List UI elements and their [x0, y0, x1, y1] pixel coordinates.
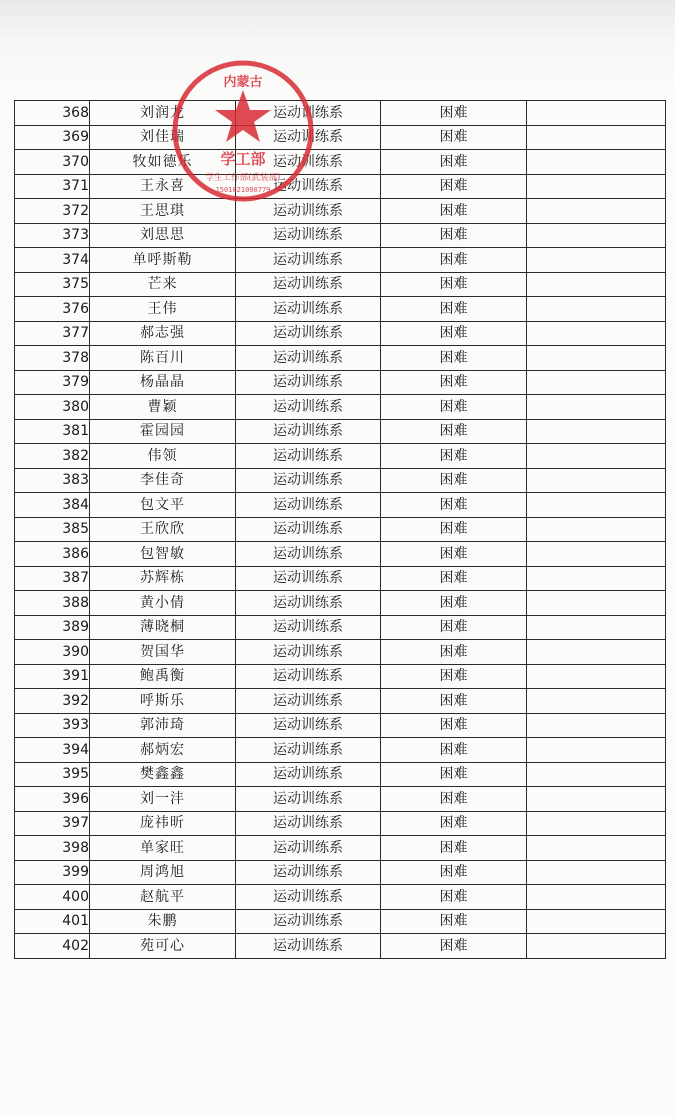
student-name: 周鸿旭 [90, 860, 236, 885]
table-row [15, 101, 666, 126]
table-row [15, 346, 666, 371]
row-number: 401 [15, 909, 90, 934]
table-row [15, 125, 666, 150]
student-name: 赵航平 [90, 885, 236, 910]
note [527, 885, 666, 910]
row-number: 375 [15, 272, 90, 297]
note [527, 370, 666, 395]
department: 运动训练系 [236, 419, 381, 444]
status: 困难 [381, 934, 527, 959]
note [527, 395, 666, 420]
note [527, 101, 666, 126]
student-name: 芒来 [90, 272, 236, 297]
department: 运动训练系 [236, 248, 381, 273]
student-name: 杨晶晶 [90, 370, 236, 395]
department: 运动训练系 [236, 370, 381, 395]
note [527, 713, 666, 738]
status: 困难 [381, 738, 527, 763]
table-row [15, 174, 666, 199]
department: 运动训练系 [236, 321, 381, 346]
note [527, 248, 666, 273]
note [527, 542, 666, 567]
row-number: 400 [15, 885, 90, 910]
table-row [15, 542, 666, 567]
note [527, 223, 666, 248]
note [527, 517, 666, 542]
student-name: 王伟 [90, 297, 236, 322]
row-number: 397 [15, 811, 90, 836]
table-row [15, 591, 666, 616]
table-row [15, 787, 666, 812]
status: 困难 [381, 836, 527, 861]
note [527, 566, 666, 591]
student-name: 朱鹏 [90, 909, 236, 934]
status: 困难 [381, 174, 527, 199]
note [527, 150, 666, 175]
note [527, 321, 666, 346]
note [527, 125, 666, 150]
row-number: 368 [15, 101, 90, 126]
note [527, 615, 666, 640]
department: 运动训练系 [236, 566, 381, 591]
department: 运动训练系 [236, 591, 381, 616]
table-row [15, 272, 666, 297]
row-number: 384 [15, 493, 90, 518]
student-name: 单呼斯勒 [90, 248, 236, 273]
status: 困难 [381, 468, 527, 493]
table-row [15, 517, 666, 542]
row-number: 372 [15, 199, 90, 224]
student-name: 郝炳宏 [90, 738, 236, 763]
department: 运动训练系 [236, 836, 381, 861]
status: 困难 [381, 689, 527, 714]
note [527, 934, 666, 959]
row-number: 402 [15, 934, 90, 959]
table-row [15, 297, 666, 322]
department: 运动训练系 [236, 174, 381, 199]
department: 运动训练系 [236, 517, 381, 542]
student-name: 王思琪 [90, 199, 236, 224]
department: 运动训练系 [236, 125, 381, 150]
table-row [15, 566, 666, 591]
student-name: 伟领 [90, 444, 236, 469]
student-name: 包文平 [90, 493, 236, 518]
status: 困难 [381, 517, 527, 542]
row-number: 391 [15, 664, 90, 689]
note [527, 468, 666, 493]
department: 运动训练系 [236, 493, 381, 518]
department: 运动训练系 [236, 395, 381, 420]
table-row [15, 419, 666, 444]
row-number: 396 [15, 787, 90, 812]
department: 运动训练系 [236, 615, 381, 640]
row-number: 398 [15, 836, 90, 861]
status: 困难 [381, 762, 527, 787]
table-body [15, 101, 666, 959]
status: 困难 [381, 297, 527, 322]
status: 困难 [381, 713, 527, 738]
table-row [15, 689, 666, 714]
student-name: 刘思思 [90, 223, 236, 248]
status: 困难 [381, 615, 527, 640]
department: 运动训练系 [236, 297, 381, 322]
note [527, 860, 666, 885]
student-name: 刘佳瑞 [90, 125, 236, 150]
student-name: 贺国华 [90, 640, 236, 665]
student-name: 鲍禹衡 [90, 664, 236, 689]
table-row [15, 444, 666, 469]
department: 运动训练系 [236, 885, 381, 910]
student-name: 李佳奇 [90, 468, 236, 493]
department: 运动训练系 [236, 689, 381, 714]
student-name: 呼斯乐 [90, 689, 236, 714]
table-row [15, 248, 666, 273]
student-name: 郭沛琦 [90, 713, 236, 738]
row-number: 392 [15, 689, 90, 714]
status: 困难 [381, 321, 527, 346]
student-name: 曹颖 [90, 395, 236, 420]
department: 运动训练系 [236, 762, 381, 787]
student-name: 庞祎昕 [90, 811, 236, 836]
row-number: 369 [15, 125, 90, 150]
student-name: 陈百川 [90, 346, 236, 371]
seal-mid-text: 学工部 [220, 150, 266, 168]
table-row [15, 468, 666, 493]
table-row [15, 150, 666, 175]
row-number: 385 [15, 517, 90, 542]
student-name: 霍园园 [90, 419, 236, 444]
status: 困难 [381, 419, 527, 444]
note [527, 738, 666, 763]
note [527, 419, 666, 444]
department: 运动训练系 [236, 934, 381, 959]
row-number: 383 [15, 468, 90, 493]
note [527, 640, 666, 665]
note [527, 689, 666, 714]
student-name: 王永喜 [90, 174, 236, 199]
status: 困难 [381, 248, 527, 273]
status: 困难 [381, 370, 527, 395]
note [527, 346, 666, 371]
table-row [15, 811, 666, 836]
student-name: 苏辉栋 [90, 566, 236, 591]
table-row [15, 664, 666, 689]
status: 困难 [381, 591, 527, 616]
table-row [15, 738, 666, 763]
department: 运动训练系 [236, 468, 381, 493]
table-row [15, 615, 666, 640]
student-name: 薄晓桐 [90, 615, 236, 640]
status: 困难 [381, 885, 527, 910]
table-row [15, 762, 666, 787]
row-number: 370 [15, 150, 90, 175]
status: 困难 [381, 787, 527, 812]
row-number: 377 [15, 321, 90, 346]
department: 运动训练系 [236, 738, 381, 763]
department: 运动训练系 [236, 811, 381, 836]
student-name: 黄小倩 [90, 591, 236, 616]
status: 困难 [381, 223, 527, 248]
note [527, 811, 666, 836]
row-number: 399 [15, 860, 90, 885]
table-row [15, 885, 666, 910]
student-name: 郝志强 [90, 321, 236, 346]
seal-top-text: 内蒙古 [223, 75, 263, 90]
department: 运动训练系 [236, 346, 381, 371]
note [527, 762, 666, 787]
department: 运动训练系 [236, 101, 381, 126]
student-list-table [14, 100, 666, 959]
row-number: 379 [15, 370, 90, 395]
table-row [15, 713, 666, 738]
row-number: 380 [15, 395, 90, 420]
student-name: 刘一沣 [90, 787, 236, 812]
department: 运动训练系 [236, 199, 381, 224]
table-row [15, 836, 666, 861]
note [527, 199, 666, 224]
row-number: 386 [15, 542, 90, 567]
status: 困难 [381, 811, 527, 836]
department: 运动训练系 [236, 909, 381, 934]
note [527, 836, 666, 861]
table-row [15, 860, 666, 885]
note [527, 272, 666, 297]
row-number: 388 [15, 591, 90, 616]
row-number: 382 [15, 444, 90, 469]
note [527, 787, 666, 812]
status: 困难 [381, 493, 527, 518]
department: 运动训练系 [236, 664, 381, 689]
row-number: 394 [15, 738, 90, 763]
student-name: 刘润龙 [90, 101, 236, 126]
student-name: 苑可心 [90, 934, 236, 959]
status: 困难 [381, 346, 527, 371]
note [527, 664, 666, 689]
seal-bottom-text: 学生工作部(武装部) [205, 173, 281, 183]
department: 运动训练系 [236, 150, 381, 175]
row-number: 376 [15, 297, 90, 322]
student-name: 樊鑫鑫 [90, 762, 236, 787]
row-number: 381 [15, 419, 90, 444]
student-name: 包智敏 [90, 542, 236, 567]
seal-code-text: 1501021000779 [215, 186, 271, 194]
table-row [15, 321, 666, 346]
table-row [15, 640, 666, 665]
row-number: 374 [15, 248, 90, 273]
department: 运动训练系 [236, 713, 381, 738]
department: 运动训练系 [236, 444, 381, 469]
status: 困难 [381, 444, 527, 469]
status: 困难 [381, 101, 527, 126]
status: 困难 [381, 664, 527, 689]
row-number: 378 [15, 346, 90, 371]
status: 困难 [381, 860, 527, 885]
department: 运动训练系 [236, 860, 381, 885]
status: 困难 [381, 199, 527, 224]
note [527, 174, 666, 199]
department: 运动训练系 [236, 640, 381, 665]
department: 运动训练系 [236, 223, 381, 248]
row-number: 395 [15, 762, 90, 787]
status: 困难 [381, 150, 527, 175]
status: 困难 [381, 909, 527, 934]
department: 运动训练系 [236, 272, 381, 297]
row-number: 390 [15, 640, 90, 665]
status: 困难 [381, 125, 527, 150]
table-row [15, 493, 666, 518]
table-row [15, 199, 666, 224]
table-row [15, 909, 666, 934]
note [527, 591, 666, 616]
department: 运动训练系 [236, 542, 381, 567]
student-name: 牧如德乐 [90, 150, 236, 175]
row-number: 389 [15, 615, 90, 640]
note [527, 909, 666, 934]
table-row [15, 223, 666, 248]
status: 困难 [381, 640, 527, 665]
note [527, 493, 666, 518]
student-name: 王欣欣 [90, 517, 236, 542]
row-number: 373 [15, 223, 90, 248]
status: 困难 [381, 542, 527, 567]
note [527, 297, 666, 322]
status: 困难 [381, 272, 527, 297]
row-number: 387 [15, 566, 90, 591]
note [527, 444, 666, 469]
student-name: 单家旺 [90, 836, 236, 861]
status: 困难 [381, 395, 527, 420]
department: 运动训练系 [236, 787, 381, 812]
table-row [15, 934, 666, 959]
table-row [15, 370, 666, 395]
status: 困难 [381, 566, 527, 591]
row-number: 393 [15, 713, 90, 738]
table-row [15, 395, 666, 420]
row-number: 371 [15, 174, 90, 199]
